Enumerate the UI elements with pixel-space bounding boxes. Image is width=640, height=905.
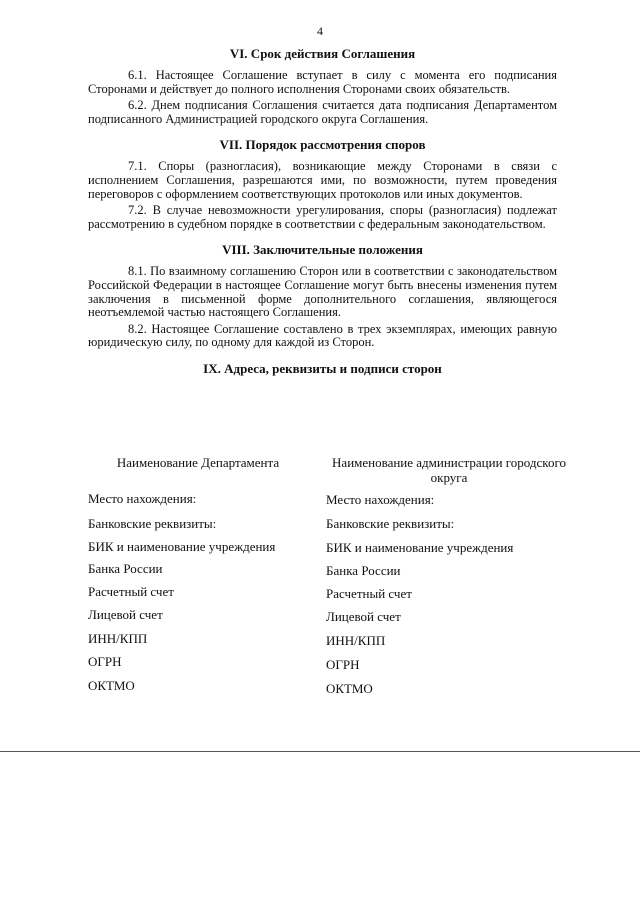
section-heading: VII. Порядок рассмотрения споров bbox=[219, 137, 426, 153]
department-field: ОГРН bbox=[88, 654, 122, 669]
paragraph: 6.2. Днем подписания Соглашения считается дата подписания Департаментом подписанного Администрацией городского округа Соглашения. bbox=[88, 98, 557, 126]
requisites-heading: IX. Адреса, реквизиты и подписи сторон bbox=[203, 360, 442, 376]
section-term bbox=[88, 46, 557, 126]
department-field: Место нахождения: bbox=[88, 491, 197, 506]
administration-field: Банка России bbox=[326, 563, 401, 578]
administration-field: ОКТМО bbox=[326, 681, 373, 696]
department-field: Лицевой счет bbox=[88, 607, 163, 622]
page-bottom-rule bbox=[0, 751, 640, 752]
section-heading: VI. Срок действия Соглашения bbox=[229, 46, 416, 61]
administration-field: БИК и наименование учреждения bbox=[326, 540, 514, 555]
administration-title: Наименование администрации городского округа bbox=[332, 455, 566, 485]
department-field: Банка России bbox=[88, 561, 163, 576]
section-heading: VIII. Заключительные положения bbox=[222, 242, 423, 258]
department-field: ОКТМО bbox=[88, 678, 135, 693]
document-body bbox=[88, 46, 557, 377]
department-field: БИК и наименование учреждения bbox=[88, 539, 276, 554]
administration-field: Лицевой счет bbox=[326, 609, 401, 624]
administration-field: Банковские реквизиты: bbox=[326, 516, 455, 531]
administration-column bbox=[326, 455, 572, 696]
department-column bbox=[88, 455, 308, 693]
department-field: ИНН/КПП bbox=[88, 631, 148, 646]
administration-field: Место нахождения: bbox=[326, 492, 435, 507]
paragraph: 8.1. По взаимному соглашению Сторон или в соответствии с законодательством Российской Федерации в настоящее Соглашение могут быть внесены изменения путем заключения в письменной форме дополнительного соглашения, являющегося неотъемлемой частью настоящего Соглашения. bbox=[88, 264, 557, 320]
section-final bbox=[88, 242, 557, 350]
administration-field: ИНН/КПП bbox=[326, 633, 386, 648]
section-disputes bbox=[88, 137, 557, 231]
administration-field: ОГРН bbox=[326, 657, 360, 672]
paragraph: 7.1. Споры (разногласия), возникающие между Сторонами в связи с исполнением Соглашения, разрешаются ими, по возможности, путем проведения переговоров с оформлением соответствующих протоколов или иных документов. bbox=[88, 159, 557, 201]
administration-field: Расчетный счет bbox=[326, 586, 412, 601]
department-title: Наименование Департамента bbox=[116, 455, 280, 470]
department-field: Банковские реквизиты: bbox=[88, 516, 217, 531]
department-field: Расчетный счет bbox=[88, 584, 174, 599]
paragraph: 8.2. Настоящее Соглашение составлено в трех экземплярах, имеющих равную юридическую силу, по одному для каждой из Сторон. bbox=[88, 321, 557, 350]
paragraph: 7.2. В случае невозможности урегулирования, споры (разногласия) подлежат рассмотрению в судебном порядке в соответствии с федеральным законодательством. bbox=[88, 203, 557, 231]
page-number: 4 bbox=[317, 24, 323, 38]
paragraph: 6.1. Настоящее Соглашение вступает в силу с момента его подписания Сторонами и действует до полного исполнения Сторонами своих обязательств. bbox=[88, 68, 557, 96]
